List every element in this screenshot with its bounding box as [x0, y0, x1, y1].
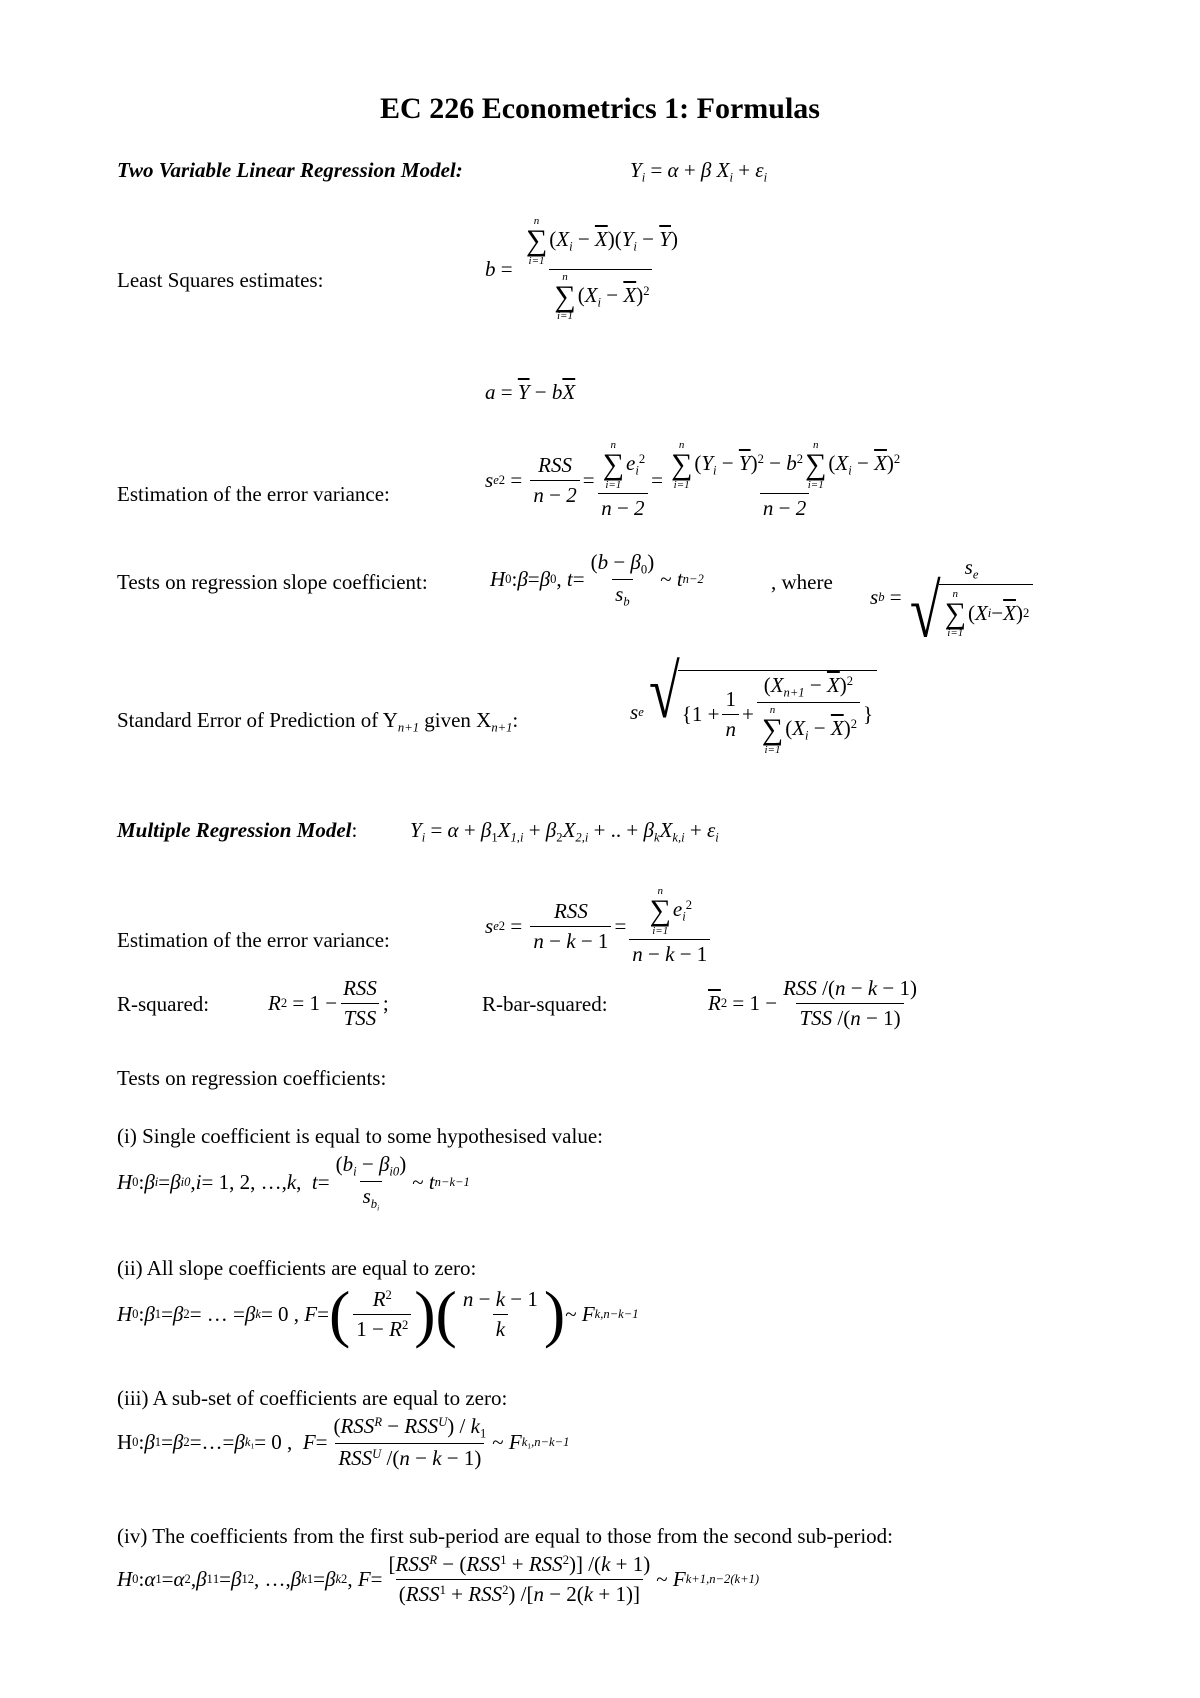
r-bar-squared-label: R-bar-squared:	[482, 992, 608, 1016]
prediction-label-start: Standard Error of Prediction of Y	[117, 708, 398, 732]
prediction-label-middle: given X	[419, 708, 492, 732]
test-ii-label: (ii) All slope coefficients are equal to zero:	[117, 1256, 477, 1280]
least-squares-b-formula: b = n ∑ i=1 $(X_i - \overline{X})(Y_i - \overline{Y})$ n ∑ i=1 $(X_i - \overline{X})^2$	[485, 215, 678, 322]
tests-label: Tests on regression coefficients:	[117, 1066, 387, 1090]
test-iii-formula: H 0 : β 1 = β 2 =…= β $k_1$ = 0 , F = $\frac{(RSS^R - RSS^U) / k_1}{RSS^U /(n - k - 1)}$ ~ F $k_1,n-k-1$	[117, 1414, 570, 1471]
test-i-formula: H 0 : β i = β i0 , i = 1, 2, …, k , t = $\frac{(b_i - \beta_{i0})}{s_{b_i}}$ ~ t n−k−1	[117, 1152, 470, 1213]
page-title: EC 226 Econometrics 1: Formulas	[380, 92, 820, 125]
test-iv-formula: H 0 : α 1 = α 2 , β 1 1 = β 1 2 , …, β k 1 = β k 2 , F = $\frac{[RSS^R - (RSS^1 + RSS^2)] /(k + 1)}{(RSS^1 + RSS^2) /[n - 2(k + 1)]}$ ~ F k+1,n−2(k+1)	[117, 1552, 760, 1606]
two-variable-model-formula: $Y_i = \alpha + \beta$ $X_i + \varepsilon_i$	[630, 158, 768, 185]
prediction-label	[117, 708, 518, 735]
multiple-regression-heading-text: Multiple Regression Model	[117, 818, 352, 842]
r-squared-formula: R 2 = 1 − $\frac{\text{RSS}}{\text{TSS}}$ ;	[268, 976, 389, 1030]
least-squares-label: Least Squares estimates:	[117, 268, 324, 292]
error-variance-formula-2: s e 2 = $\frac{\text{RSS}}{n - k - 1}$ = n ∑ i=1 $e_i^2$ n − k − 1	[485, 886, 713, 967]
slope-test-formula: H 0 : β = β 0 , t = $\frac{(b - \beta_0)}{s_b}$ ~ t n−2	[490, 550, 704, 609]
r-bar-squared-formula: $\overline{R}$ 2 = 1 − $\frac{\text{RSS /(n − k − 1)}}{\text{TSS /(n − 1)}}$	[708, 976, 917, 1030]
standard-error-sb-formula: s b = $s_e$ √ n ∑ i=1 ( X i − $\overline{X}$ ) 2	[870, 555, 1036, 640]
prediction-label-sub-y: n+1	[397, 720, 419, 735]
test-iv-label: (iv) The coefficients from the first sub-period are equal to those from the second sub-period:	[117, 1524, 893, 1548]
multiple-regression-heading-colon: :	[351, 818, 358, 842]
r-squared-label: R-squared:	[117, 992, 210, 1016]
least-squares-a-formula: $a = \overline{Y} - b\overline{X}$	[485, 380, 576, 404]
multiple-regression-model-formula: $Y_i = \alpha + \beta_1X_{1,i} + \beta_2X_{2,i}$ + .. + $\beta_kX_{k,i} + \varepsilon_i$	[410, 818, 719, 845]
error-variance-label-2: Estimation of the error variance:	[117, 928, 390, 952]
two-variable-heading: Two Variable Linear Regression Model:	[117, 158, 463, 182]
slope-test-label: Tests on regression slope coefficient:	[117, 570, 428, 594]
test-i-label: (i) Single coefficient is equal to some hypothesised value:	[117, 1124, 603, 1148]
multiple-regression-heading	[117, 818, 357, 843]
prediction-se-formula: s e √ {1 + $\frac{1}{n}$ + $(X_{n+1} - \overline{X})^2$ n ∑ i=1 $(X_i - \overline{X})^2$ }	[630, 670, 877, 756]
prediction-label-end: :	[512, 708, 519, 732]
error-variance-label-1: Estimation of the error variance:	[117, 482, 390, 506]
error-variance-formula-1: s e 2 = $\frac{\text{RSS}}{n - 2}$ = n ∑ i=1 $e_i^2$ n − 2 = n ∑ i=1 $(Y_i - \overline{Y})^2 - b^2$ n ∑ i=1 $(X_i - \overline{X})^2$ n − 2	[485, 439, 901, 520]
where-text: , where	[771, 570, 833, 594]
prediction-label-sub-x: n+1	[491, 720, 513, 735]
test-ii-formula: H 0 : β 1 = β 2 = … = β k = 0 , F = ( $\frac{R^2}{1 - R^2}$ ) ( $\frac{n - k - 1}{k}$ ) ~ F k,n−k−1	[117, 1278, 639, 1349]
test-iii-label: (iii) A sub-set of coefficients are equal to zero:	[117, 1386, 508, 1410]
